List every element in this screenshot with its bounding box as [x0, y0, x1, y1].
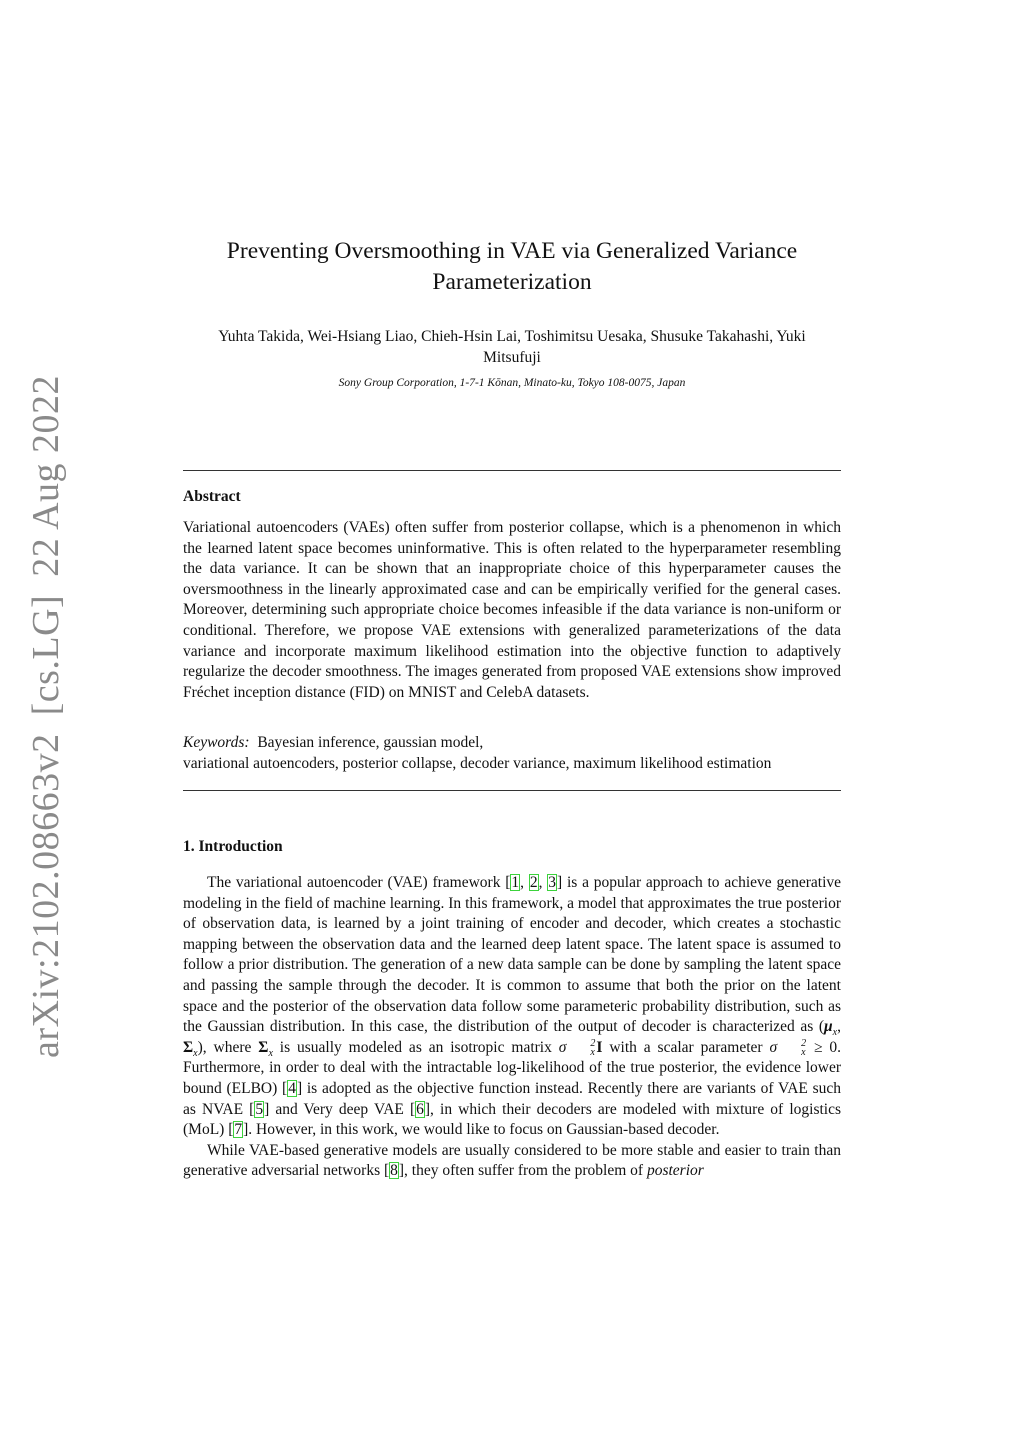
citation-link-8[interactable]: 8: [390, 1162, 398, 1180]
citation-link-6[interactable]: 6: [416, 1100, 424, 1118]
citation-link-5[interactable]: 5: [255, 1100, 264, 1118]
citation-link-7[interactable]: 7: [234, 1121, 243, 1139]
abstract-heading: Abstract: [183, 488, 241, 505]
citation-link-3[interactable]: 3: [548, 874, 557, 891]
abstract-top-rule: [183, 470, 841, 471]
intro-paragraph-2: While VAE-based generative models are usually considered to be more stable and easier to train than generative adversarial networks [8], they often suffer from the problem of posterior: [183, 1141, 841, 1180]
math-sigma-squared: σ: [558, 1038, 567, 1056]
citation-link-2[interactable]: 2: [529, 874, 538, 891]
introduction-body: [183, 873, 841, 1182]
arxiv-id: arXiv:2102.08663v2: [25, 733, 67, 1058]
keywords-line-1: Bayesian inference, gaussian model,: [257, 734, 484, 751]
abstract-bottom-rule: [183, 790, 841, 791]
title-line-1: Preventing Oversmoothing in VAE via Generalized Variance: [226, 238, 798, 264]
keywords-line-2: variational autoencoders, posterior collapse, decoder variance, maximum likelihood estimation: [183, 754, 772, 772]
math-mu: μ: [824, 1018, 833, 1036]
citation-link-1[interactable]: 1: [511, 874, 520, 891]
arxiv-category: [cs.LG]: [25, 594, 67, 716]
authors-line-2: Mitsufuji: [483, 349, 541, 366]
title-line-2: Parameterization: [432, 269, 592, 295]
citation-link-4[interactable]: 4: [288, 1079, 296, 1097]
math-sigma: Σ: [183, 1038, 194, 1056]
affiliation: Sony Group Corporation, 1-7-1 Kōnan, Minato-ku, Tokyo 108-0075, Japan: [338, 377, 686, 389]
abstract-text: Variational autoencoders (VAEs) often suffer from posterior collapse, which is a phenomenon in which the learned latent space becomes uninformative. This is often related to the hyperparameter resembling the data variance. It can be shown that an inappropriate choice of this hyperparameter causes the oversmoothness in the linearly approximated case and can be empirically verified for the general cases. Moreover, determining such appropriate choice becomes infeasible if the data variance is non-uniform or conditional. Therefore, we propose VAE extensions with generalized parameterizations of the data variance and incorporate maximum likelihood estimation into the objective function to adaptively regularize the decoder smoothness. The images generated from proposed VAE extensions show improved Fréchet inception distance (FID) on MNIST and CelebA datasets.: [183, 519, 841, 701]
author-list: [183, 326, 841, 368]
keywords: [183, 733, 841, 774]
section-heading-introduction: 1. Introduction: [183, 838, 283, 855]
arxiv-identifier: [24, 375, 68, 1058]
keywords-label: Keywords:: [183, 734, 250, 751]
paper-title: [183, 236, 841, 298]
intro-paragraph-1: The variational autoencoder (VAE) framework [1, 2, 3] is a popular approach to achieve generative modeling in the field of machine learning. In this framework, a model that approximates the true posterior of observation data, is learned by a joint training of encoder and decoder, which creates a stochastic mapping between the observation data and the learned deep latent space. The latent space is assumed to follow a prior distribution. The generation of a new data sample can be done by sampling the latent space and passing the sample through the decoder. It is common to assume that both the prior on the latent space and the posterior of the observation data follow some parameteric probability distribution, such as the Gaussian distribution. In this case, the distribution of the output of decoder is characterized as ($\mu_x$, $\Sigma_x$), where $\Sigma_x$ is usually modeled as an isotropic matrix σ 2 x I with a scalar parameter σ 2 x ≥ 0. Furthermore, in order to deal with the intractable log-likelihood of the true posterior, the evidence lower bound (ELBO) [4] is adopted as the objective function instead. Recently there are variants of VAE such as NVAE [5] and Very deep VAE [6], in which their decoders are modeled with mixture of logistics (MoL) [7]. However, in this work, we would like to focus on Gaussian-based decoder.: [183, 874, 842, 1139]
authors-line-1: Yuhta Takida, Wei-Hsiang Liao, Chieh-Hsin Lai, Toshimitsu Uesaka, Shusuke Takahashi, Yuki: [218, 328, 806, 345]
arxiv-date: 22 Aug 2022: [25, 374, 67, 577]
